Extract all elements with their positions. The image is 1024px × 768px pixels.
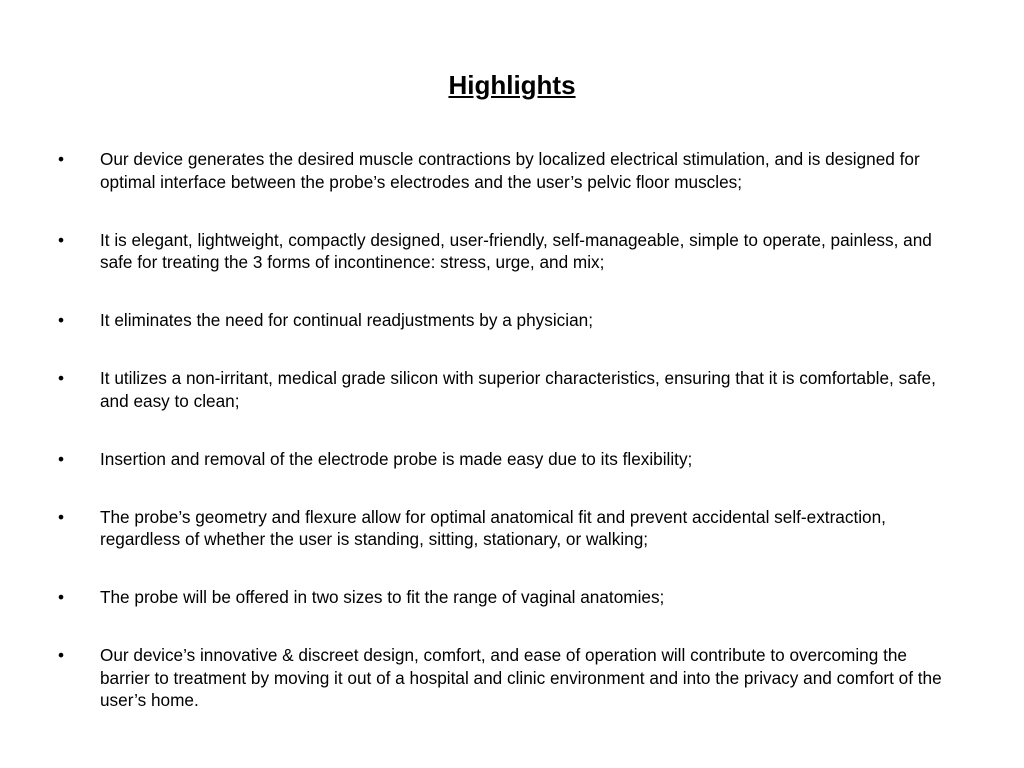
bullet-item bbox=[58, 309, 958, 332]
bullet-dot-icon: • bbox=[58, 587, 65, 607]
bullet-list bbox=[58, 148, 958, 747]
bullet-text: The probe’s geometry and flexure allow for optimal anatomical fit and prevent accidental self-extraction, regardless of whether the user is standing, sitting, stationary, or walking; bbox=[100, 506, 886, 549]
slide-title: Highlights bbox=[448, 70, 576, 100]
bullet-text: The probe will be offered in two sizes to fit the range of vaginal anatomies; bbox=[100, 587, 665, 607]
bullet-text: It is elegant, lightweight, compactly designed, user-friendly, self-manageable, simple to operate, painless, and safe for treating the 3 forms of incontinence: stress, urge, and mix; bbox=[100, 229, 932, 272]
bullet-text: Insertion and removal of the electrode probe is made easy due to its flexibility; bbox=[100, 448, 693, 469]
bullet-item bbox=[58, 229, 958, 274]
bullet-dot-icon: • bbox=[58, 368, 65, 388]
bullet-item bbox=[58, 586, 958, 609]
bullet-item bbox=[58, 506, 958, 551]
bullet-text: Our device’s innovative & discreet design, comfort, and ease of operation will contribute to overcoming the barrier to treatment by moving it out of a hospital and clinic environment and into the privacy and comfort of the user’s home. bbox=[100, 645, 942, 710]
bullet-item bbox=[58, 148, 958, 193]
bullet-text: Our device generates the desired muscle contractions by localized electrical stimulation, and is designed for optimal interface between the probe’s electrodes and the user’s pelvic floor muscles; bbox=[100, 149, 920, 192]
bullet-dot-icon: • bbox=[58, 229, 65, 250]
bullet-dot-icon: • bbox=[58, 149, 65, 169]
bullet-item bbox=[58, 367, 958, 412]
bullet-dot-icon: • bbox=[58, 645, 65, 665]
bullet-dot-icon: • bbox=[58, 506, 65, 527]
bullet-item bbox=[58, 448, 958, 471]
bullet-dot-icon: • bbox=[58, 448, 65, 469]
bullet-text: It eliminates the need for continual readjustments by a physician; bbox=[100, 310, 593, 330]
bullet-item bbox=[58, 644, 958, 712]
bullet-dot-icon: • bbox=[58, 310, 65, 330]
bullet-text: It utilizes a non-irritant, medical grade silicon with superior characteristics, ensuring that it is comfortable, safe, and easy to clean; bbox=[100, 368, 936, 411]
